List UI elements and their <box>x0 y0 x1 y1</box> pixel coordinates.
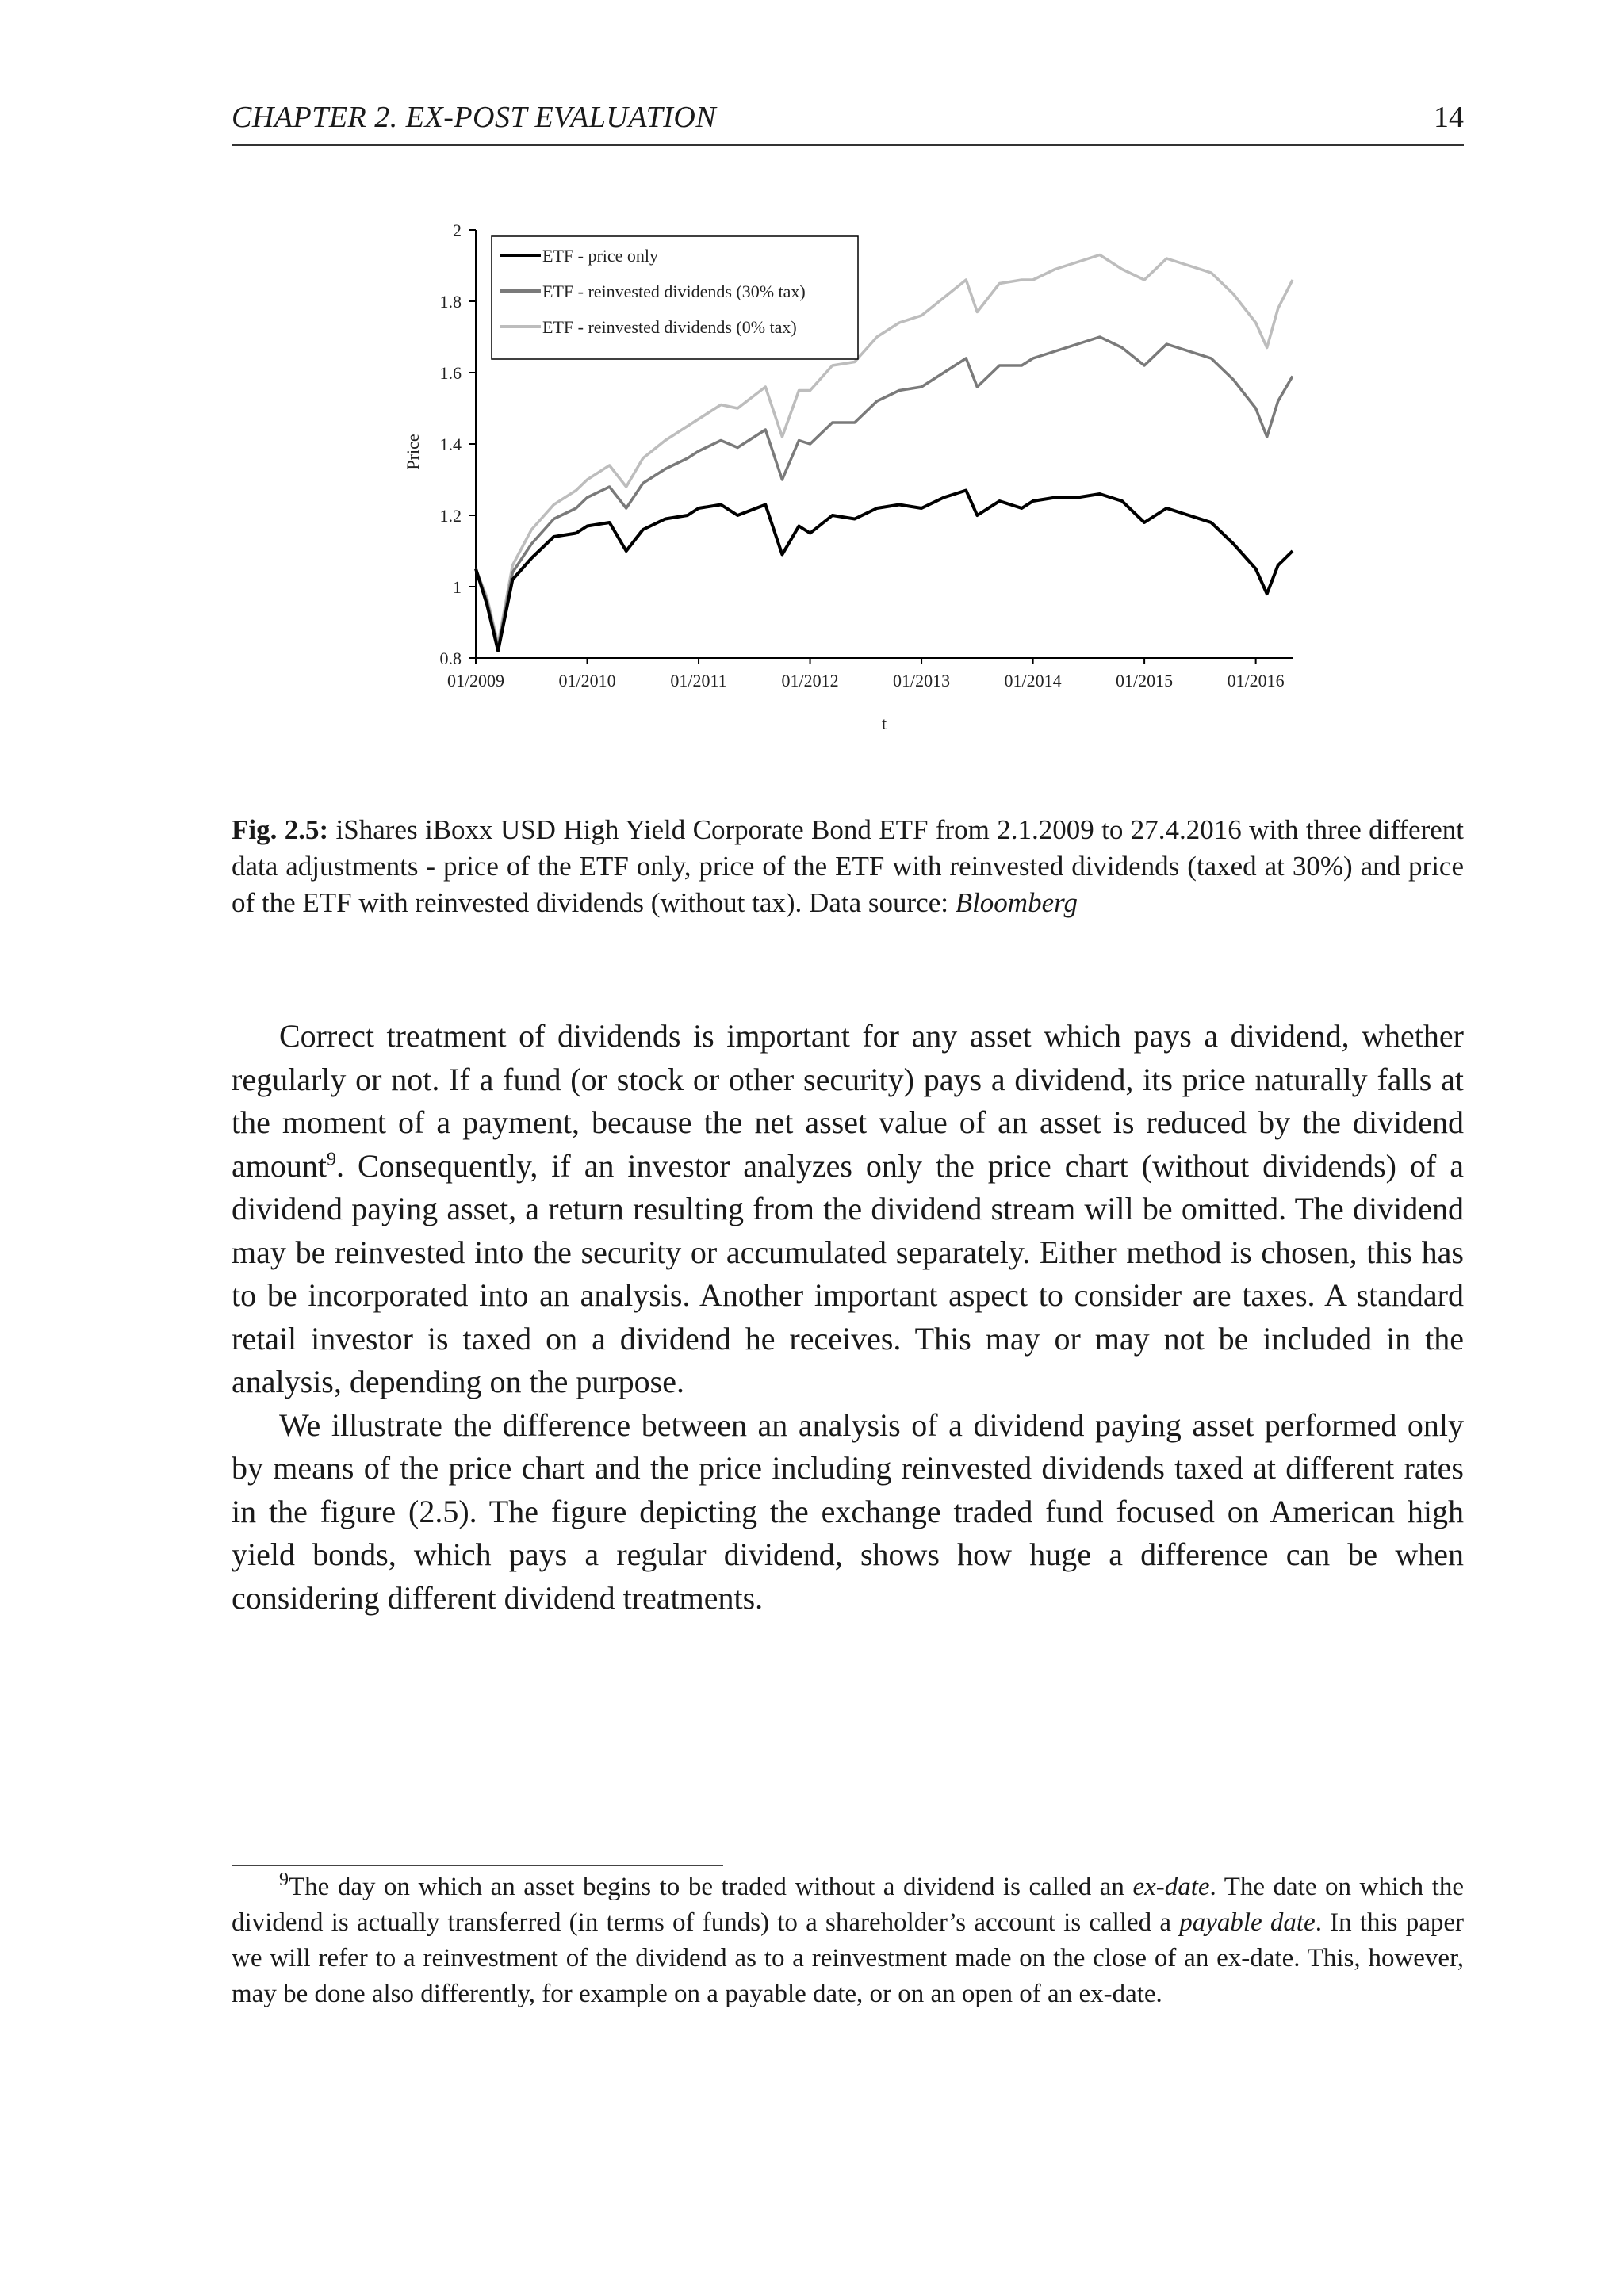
footnote-text-3: . In this paper we will refer to a reinvestment of the dividend as to a reinvestment made on the close of an ex-date. This, however, may be done also differently, for example on a payable date, or on an open of an ex-date. <box>232 1908 1464 2008</box>
caption-label: Fig. 2.5: <box>232 814 329 845</box>
paragraph-1-part-b: . Consequently, if an investor analyzes only the price chart (without dividends) of a dividend paying asset, a return resulting from the dividend stream will be omitted. The dividend may be reinvested into the security or accumulated separately. Either method is chosen, this has to be incorporated into an analysis. Another important aspect to consider are taxes. A standard retail investor is taxed on a dividend he receives. This may or may not be included in the analysis, depending on the purpose. <box>232 1147 1464 1399</box>
figure-caption <box>232 812 1464 921</box>
y-tick-label: 2 <box>453 220 462 240</box>
y-axis-title: Price <box>403 434 423 470</box>
footnote-rule <box>232 1865 723 1866</box>
footnote-ref[interactable]: 9 <box>326 1149 336 1170</box>
footnote <box>232 1869 1464 2012</box>
paragraph-1 <box>232 1015 1464 1404</box>
x-tick-label: 01/2015 <box>1116 671 1174 691</box>
y-tick-label: 1.4 <box>439 434 462 454</box>
chart-legend <box>492 236 858 359</box>
footnote-text-2: . The date on which the dividend is actually transferred (in terms of funds) to a shareholder’s account is called a <box>232 1873 1464 1937</box>
footnote-mark: 9 <box>279 1869 289 1890</box>
legend-label-1: ETF - price only <box>542 246 659 266</box>
running-header <box>232 98 1464 146</box>
caption-source: Bloomberg <box>955 887 1078 918</box>
x-axis-title: t <box>881 714 887 733</box>
body-text <box>232 1015 1464 1620</box>
series-line-2 <box>476 337 1293 648</box>
y-tick-label: 0.8 <box>439 649 462 668</box>
chapter-title: CHAPTER 2. EX-POST EVALUATION <box>232 101 717 134</box>
x-tick-label: 01/2010 <box>558 671 616 691</box>
page-number: 14 <box>1434 101 1464 134</box>
legend-label-2: ETF - reinvested dividends (30% tax) <box>542 281 806 301</box>
paragraph-2: We illustrate the difference between an analysis of a dividend paying asset performed only by means of the price chart and the price including reinvested dividends taxed at different rates in the figure (2.5). The figure depicting the exchange traded fund focused on American high yield bonds, which pays a regular dividend, shows how huge a difference can be when considering different dividend treatments. <box>232 1406 1464 1616</box>
x-tick-label: 01/2012 <box>781 671 839 691</box>
y-tick-label: 1.2 <box>439 506 462 526</box>
x-tick-label: 01/2013 <box>893 671 951 691</box>
x-tick-label: 01/2014 <box>1004 671 1062 691</box>
y-tick-label: 1 <box>453 577 462 597</box>
series-line-1 <box>476 491 1293 652</box>
paragraph-1-part-a: Correct treatment of dividends is important for any asset which pays a dividend, whether regularly or not. If a fund (or stock or other security) pays a dividend, its price naturally falls at the moment of a payment, because the net asset value of an asset is reduced by the dividend amount <box>232 1018 1464 1184</box>
footnote-term-payable-date: payable date <box>1179 1908 1316 1937</box>
footnote-text-1: The day on which an asset begins to be traded without a dividend is called an <box>289 1873 1133 1901</box>
footnote-term-ex-date: ex-date <box>1132 1873 1210 1901</box>
caption-text: iShares iBoxx USD High Yield Corporate Bond ETF from 2.1.2009 to 27.4.2016 with three different data adjustments - price of the ETF only, price of the ETF with reinvested dividends (taxed at 30%) and price of the ETF with reinvested dividends (without tax). Data source: <box>232 814 1464 918</box>
x-tick-label: 01/2009 <box>446 671 505 691</box>
x-tick-label: 01/2016 <box>1227 671 1285 691</box>
x-tick-label: 01/2011 <box>670 671 727 691</box>
price-chart <box>381 206 1332 745</box>
y-tick-label: 1.6 <box>439 363 462 383</box>
legend-label-3: ETF - reinvested dividends (0% tax) <box>542 317 797 337</box>
y-tick-label: 1.8 <box>439 292 462 312</box>
